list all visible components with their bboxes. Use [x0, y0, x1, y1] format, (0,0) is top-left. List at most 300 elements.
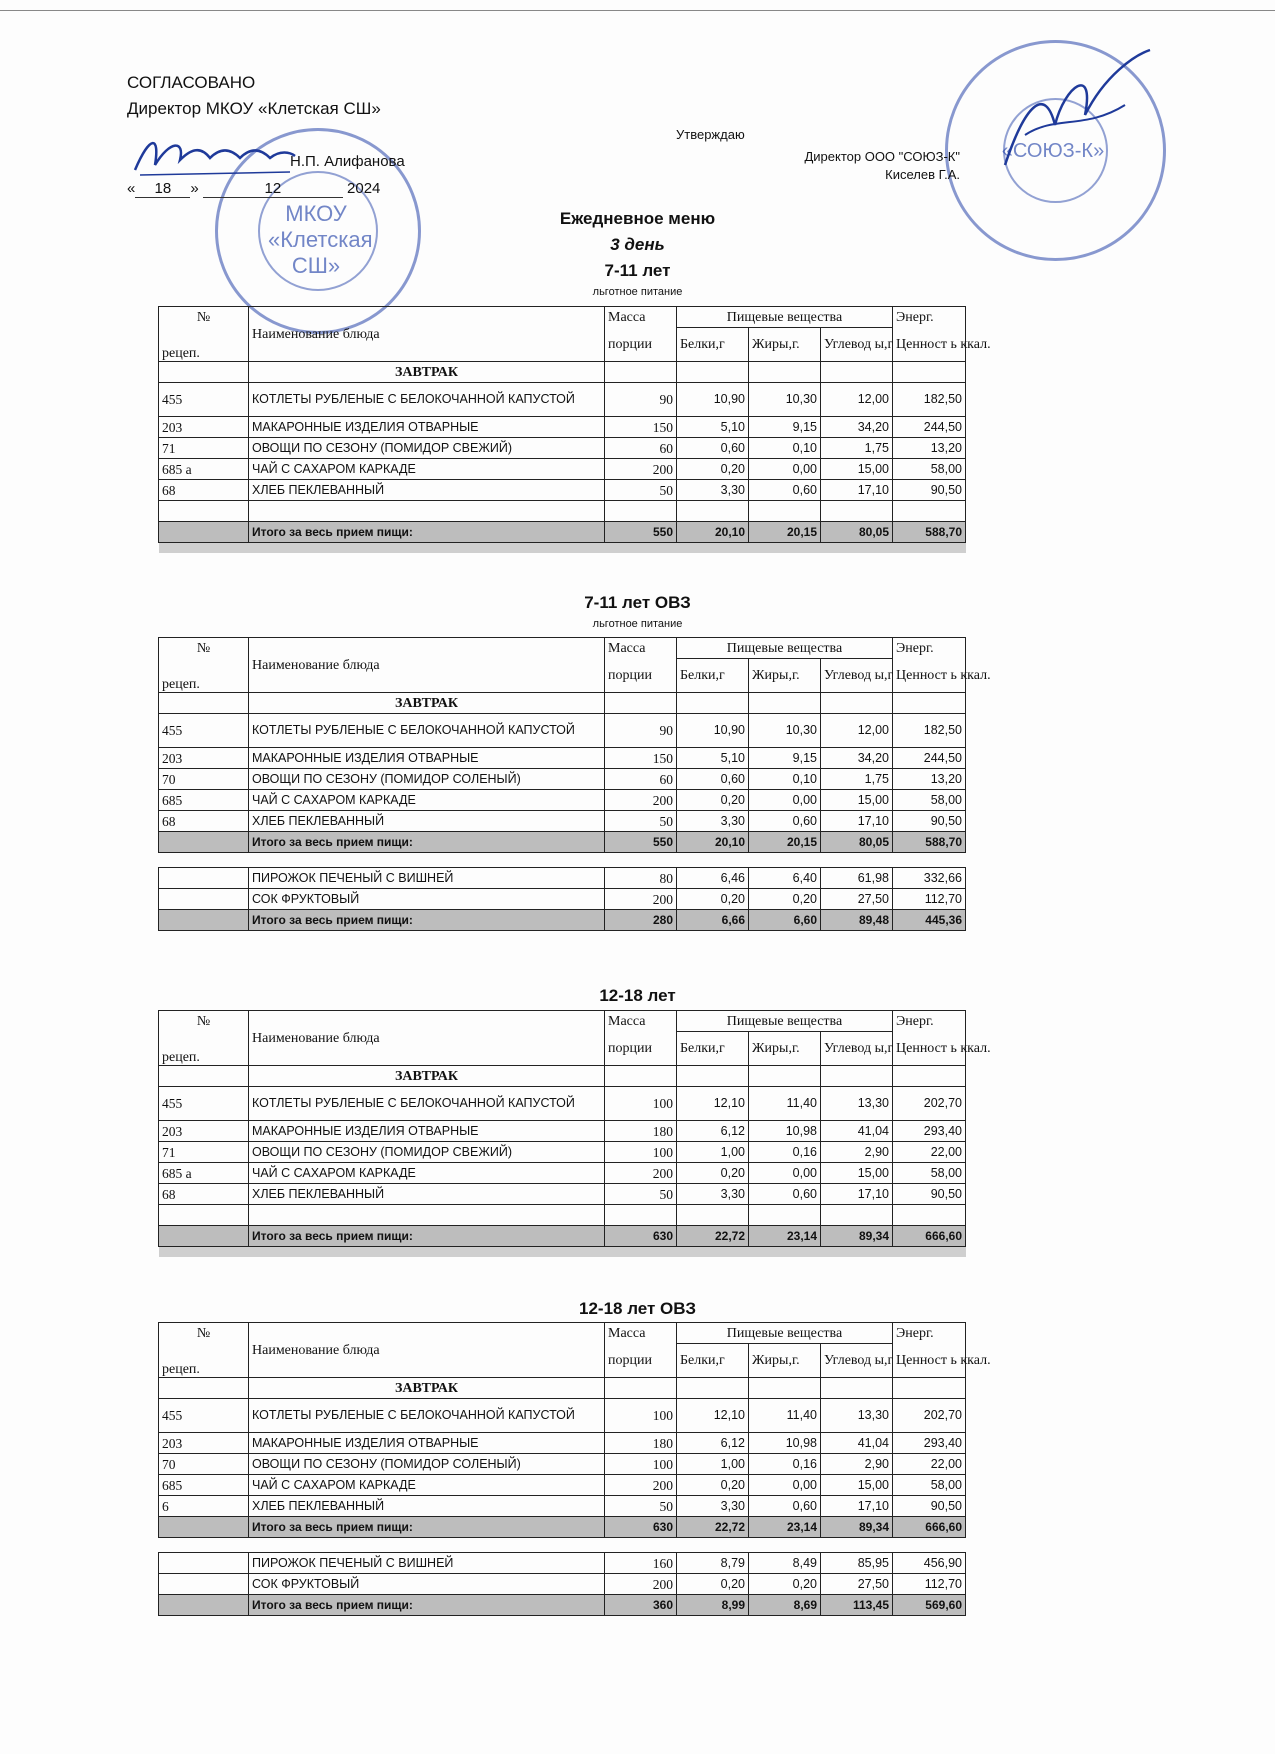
portion-mass: 60: [605, 438, 677, 459]
section-title: 12-18 лет ОВЗ: [579, 1299, 696, 1318]
total-fat: 23,14: [749, 1226, 821, 1247]
total-energy: 588,70: [893, 522, 966, 543]
header-nutrients: Пищевые вещества: [677, 638, 893, 659]
menu-title: Ежедневное меню: [559, 209, 716, 228]
empty-cell: [749, 1378, 821, 1399]
recipe-number: 455: [159, 1399, 249, 1433]
meal-name: ЗАВТРАК: [249, 1066, 605, 1087]
energy-value: 244,50: [893, 748, 966, 769]
recipe-number: 685: [159, 1475, 249, 1496]
extra-dish-row: [159, 889, 966, 910]
protein-value: 0,20: [677, 1475, 749, 1496]
gap-cell: [159, 853, 966, 868]
approval-block-right: [795, 148, 960, 184]
dish-row: [159, 1184, 966, 1205]
dish-name: ЧАЙ С САХАРОМ КАРКАДЕ: [249, 1163, 605, 1184]
dish-name: МАКАРОННЫЕ ИЗДЕЛИЯ ОТВАРНЫЕ: [249, 1121, 605, 1142]
dish-name: ХЛЕБ ПЕКЛЕВАННЫЙ: [249, 1184, 605, 1205]
total-carbs: 89,48: [821, 910, 893, 931]
dish-row: [159, 790, 966, 811]
total-protein: 6,66: [677, 910, 749, 931]
header-number: №: [159, 1323, 249, 1344]
total-empty-cell: [159, 1226, 249, 1247]
dish-row: [159, 480, 966, 501]
energy-value: 293,40: [893, 1433, 966, 1454]
fat-value: 0,00: [749, 1163, 821, 1184]
empty-cell: [821, 1205, 893, 1226]
fat-value: 0,20: [749, 1574, 821, 1595]
menu-day: 3 день: [610, 235, 665, 254]
energy-value: 58,00: [893, 1475, 966, 1496]
recipe-number: 70: [159, 769, 249, 790]
header-carbs: Углевод ы,г: [821, 328, 893, 362]
fat-value: 10,30: [749, 383, 821, 417]
dish-name: ЧАЙ С САХАРОМ КАРКАДЕ: [249, 459, 605, 480]
meal-row: [159, 1066, 966, 1087]
total-mass: 360: [605, 1595, 677, 1616]
blank-row: [159, 501, 966, 522]
empty-cell: [893, 1066, 966, 1087]
portion-mass: 200: [605, 459, 677, 480]
empty-cell: [605, 362, 677, 383]
header-dish-name: Наименование блюда: [249, 638, 605, 693]
total-empty-cell: [159, 1517, 249, 1538]
dish-name: МАКАРОННЫЕ ИЗДЕЛИЯ ОТВАРНЫЕ: [249, 1433, 605, 1454]
total-protein: 22,72: [677, 1226, 749, 1247]
header-mass: Масса: [605, 307, 677, 328]
empty-cell: [893, 1378, 966, 1399]
fat-value: 9,15: [749, 748, 821, 769]
gap-cell: [159, 1538, 966, 1553]
total-row: [159, 1595, 966, 1616]
recipe-number: 203: [159, 417, 249, 438]
carbs-value: 17,10: [821, 480, 893, 501]
protein-value: 1,00: [677, 1454, 749, 1475]
signatory-left-name: Н.П. Алифанова: [290, 153, 405, 170]
signatory-left-line: [290, 153, 405, 170]
energy-value: 58,00: [893, 790, 966, 811]
extra-dish-row: [159, 1574, 966, 1595]
energy-value: 182,50: [893, 714, 966, 748]
recipe-number: 203: [159, 1121, 249, 1142]
menu-table: [158, 637, 991, 931]
date-year: 2024: [347, 180, 381, 197]
portion-mass: 50: [605, 1184, 677, 1205]
director-right-label: Директор ООО "СОЮЗ-К": [804, 149, 960, 164]
total-energy: 666,60: [893, 1226, 966, 1247]
dish-row: [159, 1087, 966, 1121]
total-label: Итого за весь прием пищи:: [249, 1595, 605, 1616]
header-carbs: Углевод ы,г: [821, 659, 893, 693]
energy-value: 58,00: [893, 1163, 966, 1184]
date-month: 12: [203, 180, 343, 198]
meal-name: ЗАВТРАК: [249, 362, 605, 383]
carbs-value: 12,00: [821, 383, 893, 417]
empty-cell: [749, 1205, 821, 1226]
header-dish-name: Наименование блюда: [249, 1323, 605, 1378]
menu-table: [158, 306, 991, 553]
portion-mass: 60: [605, 769, 677, 790]
energy-value: 202,70: [893, 1087, 966, 1121]
section-title: 7-11 лет ОВЗ: [584, 593, 691, 612]
portion-mass: 160: [605, 1553, 677, 1574]
portion-mass: 50: [605, 811, 677, 832]
page-top-border: [0, 10, 1275, 11]
empty-cell: [821, 1066, 893, 1087]
dish-name: ОВОЩИ ПО СЕЗОНУ (ПОМИДОР СВЕЖИЙ): [249, 1142, 605, 1163]
energy-value: 112,70: [893, 889, 966, 910]
header-energy: Энерг.: [893, 307, 966, 328]
carbs-value: 17,10: [821, 1184, 893, 1205]
dish-row: [159, 1433, 966, 1454]
portion-mass: 100: [605, 1454, 677, 1475]
total-fat: 6,60: [749, 910, 821, 931]
header-energy-value: Ценност ь ккал.: [893, 1344, 966, 1378]
dish-name: ЧАЙ С САХАРОМ КАРКАДЕ: [249, 1475, 605, 1496]
total-carbs: 113,45: [821, 1595, 893, 1616]
fat-value: 0,00: [749, 1475, 821, 1496]
fat-value: 0,60: [749, 1496, 821, 1517]
fat-value: 0,60: [749, 480, 821, 501]
protein-value: 8,79: [677, 1553, 749, 1574]
fat-value: 8,49: [749, 1553, 821, 1574]
energy-value: 332,66: [893, 868, 966, 889]
header-recipe: рецеп.: [159, 1032, 249, 1066]
carbs-value: 15,00: [821, 790, 893, 811]
carbs-value: 27,50: [821, 1574, 893, 1595]
empty-cell: [605, 1378, 677, 1399]
total-row: [159, 910, 966, 931]
portion-mass: 90: [605, 714, 677, 748]
header-nutrients: Пищевые вещества: [677, 307, 893, 328]
header-protein: Белки,г: [677, 659, 749, 693]
header-protein: Белки,г: [677, 328, 749, 362]
total-empty-cell: [159, 832, 249, 853]
empty-cell: [677, 501, 749, 522]
recipe-number: 203: [159, 748, 249, 769]
total-mass: 630: [605, 1517, 677, 1538]
carbs-value: 85,95: [821, 1553, 893, 1574]
protein-value: 10,90: [677, 383, 749, 417]
dish-row: [159, 714, 966, 748]
energy-value: 90,50: [893, 1496, 966, 1517]
protein-value: 0,20: [677, 1574, 749, 1595]
empty-cell: [159, 1378, 249, 1399]
extra-dish-row: [159, 1553, 966, 1574]
header-portion: порции: [605, 1344, 677, 1378]
energy-value: 244,50: [893, 417, 966, 438]
dish-row: [159, 417, 966, 438]
empty-cell: [159, 1205, 249, 1226]
portion-mass: 50: [605, 480, 677, 501]
carbs-value: 12,00: [821, 714, 893, 748]
fat-value: 9,15: [749, 417, 821, 438]
total-row: [159, 1517, 966, 1538]
total-protein: 20,10: [677, 522, 749, 543]
dish-row: [159, 1475, 966, 1496]
recipe-number: [159, 1553, 249, 1574]
recipe-number: 71: [159, 438, 249, 459]
total-carbs: 89,34: [821, 1517, 893, 1538]
empty-cell: [605, 501, 677, 522]
empty-cell: [821, 501, 893, 522]
total-fat: 23,14: [749, 1517, 821, 1538]
portion-mass: 200: [605, 790, 677, 811]
empty-cell: [893, 501, 966, 522]
header-mass: Масса: [605, 1011, 677, 1032]
fat-value: 11,40: [749, 1399, 821, 1433]
dish-row: [159, 1496, 966, 1517]
empty-cell: [677, 1205, 749, 1226]
fat-value: 11,40: [749, 1087, 821, 1121]
recipe-number: 70: [159, 1454, 249, 1475]
carbs-value: 15,00: [821, 1475, 893, 1496]
energy-value: 58,00: [893, 459, 966, 480]
total-empty-cell: [159, 910, 249, 931]
protein-value: 1,00: [677, 1142, 749, 1163]
portion-mass: 180: [605, 1433, 677, 1454]
total-energy: 666,60: [893, 1517, 966, 1538]
total-carbs: 89,34: [821, 1226, 893, 1247]
empty-cell: [677, 362, 749, 383]
fat-value: 0,00: [749, 790, 821, 811]
total-mass: 630: [605, 1226, 677, 1247]
recipe-number: 455: [159, 1087, 249, 1121]
carbs-value: 13,30: [821, 1087, 893, 1121]
carbs-value: 17,10: [821, 811, 893, 832]
protein-value: 0,20: [677, 1163, 749, 1184]
portion-mass: 80: [605, 868, 677, 889]
header-portion: порции: [605, 328, 677, 362]
fat-value: 0,16: [749, 1454, 821, 1475]
section-subtitle: льготное питание: [592, 618, 683, 630]
total-mass: 280: [605, 910, 677, 931]
protein-value: 5,10: [677, 748, 749, 769]
total-label: Итого за весь прием пищи:: [249, 1517, 605, 1538]
portion-mass: 200: [605, 1475, 677, 1496]
total-row: [159, 1226, 966, 1247]
recipe-number: 6: [159, 1496, 249, 1517]
carbs-value: 41,04: [821, 1121, 893, 1142]
dish-row: [159, 459, 966, 480]
header-protein: Белки,г: [677, 1344, 749, 1378]
protein-value: 6,12: [677, 1121, 749, 1142]
dish-name: КОТЛЕТЫ РУБЛЕНЫЕ С БЕЛОКОЧАННОЙ КАПУСТОЙ: [249, 1087, 605, 1121]
fat-value: 0,60: [749, 1184, 821, 1205]
dish-row: [159, 1454, 966, 1475]
recipe-number: 68: [159, 811, 249, 832]
fat-value: 0,00: [749, 459, 821, 480]
meal-row: [159, 362, 966, 383]
energy-value: 456,90: [893, 1553, 966, 1574]
gap-row: [159, 1538, 966, 1553]
stamp-left-text: МКОУ «Клетская СШ»: [268, 201, 373, 278]
fat-value: 10,30: [749, 714, 821, 748]
portion-mass: 50: [605, 1496, 677, 1517]
header-portion: порции: [605, 659, 677, 693]
portion-mass: 100: [605, 1142, 677, 1163]
protein-value: 0,60: [677, 438, 749, 459]
energy-value: 293,40: [893, 1121, 966, 1142]
empty-cell: [249, 1205, 605, 1226]
stamp-right-text: «СОЮЗ-К»: [1001, 140, 1105, 162]
protein-value: 12,10: [677, 1399, 749, 1433]
header-carbs: Углевод ы,г: [821, 1344, 893, 1378]
energy-value: 90,50: [893, 1184, 966, 1205]
portion-mass: 180: [605, 1121, 677, 1142]
dish-row: [159, 438, 966, 459]
dish-row: [159, 1121, 966, 1142]
dish-row: [159, 1163, 966, 1184]
agreed-label: СОГЛАСОВАНО: [127, 73, 256, 92]
empty-cell: [749, 1066, 821, 1087]
dish-name: МАКАРОННЫЕ ИЗДЕЛИЯ ОТВАРНЫЕ: [249, 748, 605, 769]
header-mass: Масса: [605, 638, 677, 659]
dish-name: ОВОЩИ ПО СЕЗОНУ (ПОМИДОР СОЛЕНЫЙ): [249, 769, 605, 790]
date-open-quote: «: [127, 180, 136, 197]
protein-value: 6,46: [677, 868, 749, 889]
dish-row: [159, 769, 966, 790]
recipe-number: 68: [159, 480, 249, 501]
empty-cell: [893, 693, 966, 714]
protein-value: 0,60: [677, 769, 749, 790]
empty-cell: [749, 693, 821, 714]
empty-cell: [821, 362, 893, 383]
section-title: 12-18 лет: [599, 986, 676, 1005]
portion-mass: 100: [605, 1399, 677, 1433]
empty-cell: [605, 1205, 677, 1226]
portion-mass: 200: [605, 1163, 677, 1184]
header-energy-value: Ценност ь ккал.: [893, 1032, 966, 1066]
portion-mass: 90: [605, 383, 677, 417]
fat-value: 10,98: [749, 1121, 821, 1142]
empty-cell: [677, 1378, 749, 1399]
recipe-number: 685: [159, 790, 249, 811]
header-recipe: рецеп.: [159, 328, 249, 362]
meal-row: [159, 1378, 966, 1399]
shade-cell: [159, 543, 966, 554]
section-subtitle: льготное питание: [592, 286, 683, 298]
energy-value: 90,50: [893, 480, 966, 501]
protein-value: 12,10: [677, 1087, 749, 1121]
menu-table: [158, 1322, 991, 1616]
meal-name: ЗАВТРАК: [249, 693, 605, 714]
dish-name: СОК ФРУКТОВЫЙ: [249, 1574, 605, 1595]
carbs-value: 17,10: [821, 1496, 893, 1517]
signature-left: [130, 130, 300, 185]
empty-cell: [249, 501, 605, 522]
carbs-value: 15,00: [821, 459, 893, 480]
empty-cell: [749, 362, 821, 383]
header-nutrients: Пищевые вещества: [677, 1323, 893, 1344]
header-fat: Жиры,г.: [749, 1344, 821, 1378]
dish-name: ОВОЩИ ПО СЕЗОНУ (ПОМИДОР СОЛЕНЫЙ): [249, 1454, 605, 1475]
fat-value: 0,10: [749, 769, 821, 790]
date-mid-quote: »: [190, 180, 199, 197]
dish-name: СОК ФРУКТОВЫЙ: [249, 889, 605, 910]
dish-name: КОТЛЕТЫ РУБЛЕНЫЕ С БЕЛОКОЧАННОЙ КАПУСТОЙ: [249, 383, 605, 417]
energy-value: 90,50: [893, 811, 966, 832]
approve-label: Утверждаю: [676, 127, 745, 142]
header-energy: Энерг.: [893, 638, 966, 659]
protein-value: 3,30: [677, 811, 749, 832]
portion-mass: 150: [605, 417, 677, 438]
total-carbs: 80,05: [821, 522, 893, 543]
energy-value: 13,20: [893, 438, 966, 459]
total-fat: 8,69: [749, 1595, 821, 1616]
carbs-value: 2,90: [821, 1142, 893, 1163]
meal-row: [159, 693, 966, 714]
total-label: Итого за весь прием пищи:: [249, 1226, 605, 1247]
recipe-number: 455: [159, 383, 249, 417]
extra-dish-row: [159, 868, 966, 889]
shade-row: [159, 1247, 966, 1258]
empty-cell: [821, 1378, 893, 1399]
header-nutrients: Пищевые вещества: [677, 1011, 893, 1032]
dish-row: [159, 1142, 966, 1163]
blank-row: [159, 1205, 966, 1226]
dish-name: ЧАЙ С САХАРОМ КАРКАДЕ: [249, 790, 605, 811]
empty-cell: [821, 693, 893, 714]
header-fat: Жиры,г.: [749, 659, 821, 693]
energy-value: 202,70: [893, 1399, 966, 1433]
empty-cell: [159, 501, 249, 522]
carbs-value: 1,75: [821, 438, 893, 459]
recipe-number: 685 а: [159, 459, 249, 480]
total-mass: 550: [605, 522, 677, 543]
portion-mass: 200: [605, 1574, 677, 1595]
carbs-value: 34,20: [821, 417, 893, 438]
total-row: [159, 832, 966, 853]
carbs-value: 15,00: [821, 1163, 893, 1184]
header-fat: Жиры,г.: [749, 328, 821, 362]
total-label: Итого за весь прием пищи:: [249, 832, 605, 853]
carbs-value: 2,90: [821, 1454, 893, 1475]
header-number: №: [159, 638, 249, 659]
empty-cell: [893, 1205, 966, 1226]
protein-value: 0,20: [677, 459, 749, 480]
dish-name: ПИРОЖОК ПЕЧЕНЫЙ С ВИШНЕЙ: [249, 1553, 605, 1574]
total-fat: 20,15: [749, 832, 821, 853]
carbs-value: 34,20: [821, 748, 893, 769]
empty-cell: [749, 501, 821, 522]
energy-value: 22,00: [893, 1142, 966, 1163]
table-header-row: [159, 1011, 966, 1032]
total-empty-cell: [159, 1595, 249, 1616]
portion-mass: 100: [605, 1087, 677, 1121]
total-row: [159, 522, 966, 543]
carbs-value: 27,50: [821, 889, 893, 910]
energy-value: 112,70: [893, 1574, 966, 1595]
energy-value: 22,00: [893, 1454, 966, 1475]
total-energy: 445,36: [893, 910, 966, 931]
protein-value: 0,20: [677, 790, 749, 811]
dish-row: [159, 811, 966, 832]
dish-row: [159, 1399, 966, 1433]
total-empty-cell: [159, 522, 249, 543]
fat-value: 10,98: [749, 1433, 821, 1454]
dish-name: ХЛЕБ ПЕКЛЕВАННЫЙ: [249, 480, 605, 501]
fat-value: 0,10: [749, 438, 821, 459]
carbs-value: 61,98: [821, 868, 893, 889]
protein-value: 10,90: [677, 714, 749, 748]
empty-cell: [159, 693, 249, 714]
empty-cell: [159, 362, 249, 383]
header-number: №: [159, 307, 249, 328]
header-energy: Энерг.: [893, 1011, 966, 1032]
empty-cell: [677, 1066, 749, 1087]
gap-row: [159, 853, 966, 868]
